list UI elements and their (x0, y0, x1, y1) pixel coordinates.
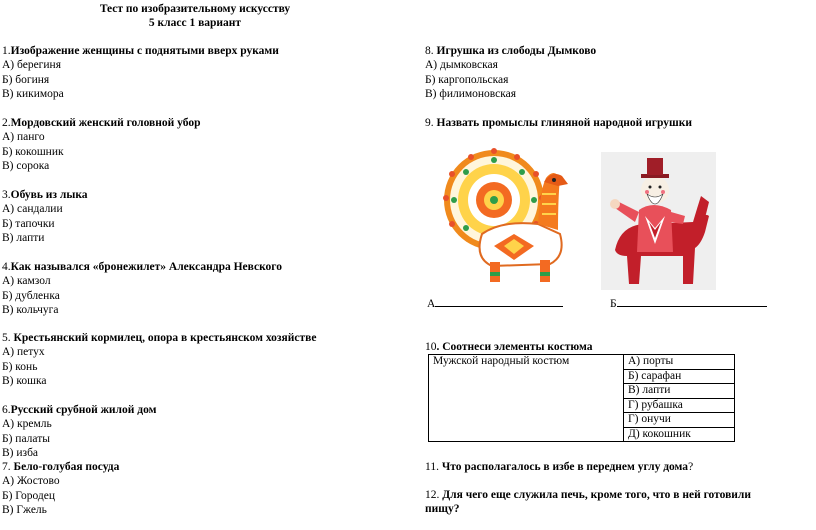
question-number: 5. (2, 332, 11, 344)
question-text: Русский срубной жилой дом (10, 404, 157, 416)
costume-option-cell: Д) кокошник (624, 427, 735, 442)
option: В) сорока (2, 160, 50, 173)
question-text: Крестьянский кормилец, опора в крестьянском хозяйстве (10, 332, 317, 344)
option: А) кремль (2, 418, 52, 431)
question-11 (425, 460, 693, 474)
blank-label: Б (610, 298, 617, 310)
costume-option-cell: Г) рубашка (624, 398, 735, 413)
page-title (75, 2, 315, 30)
question-text: Что располагалось в избе в переднем углу дома (438, 461, 689, 473)
question-1 (2, 44, 279, 102)
question-number: 12. (425, 489, 440, 501)
costume-option-cell: В) лапти (624, 384, 735, 399)
question-number: 9. (425, 117, 434, 129)
question-8 (425, 44, 596, 102)
question-text-line-2: пищу? (425, 503, 460, 516)
option: В) кольчуга (2, 304, 59, 317)
costume-option-cell: Г) онучи (624, 413, 735, 428)
costume-left-cell: Мужской народный костюм (429, 355, 624, 442)
answer-blank-b[interactable] (610, 296, 767, 310)
option: А) панго (2, 131, 45, 144)
question-suffix: ? (688, 461, 694, 473)
option: Б) дубленка (2, 289, 60, 302)
question-3 (2, 188, 88, 246)
option: А) дымковская (425, 59, 498, 72)
question-number: 8. (425, 45, 434, 57)
option: В) лапти (2, 232, 45, 245)
question-10 (425, 340, 593, 354)
question-text: Для чего еще служила печь, кроме того, что в ней готовили (439, 489, 751, 501)
option: В) кикимора (2, 88, 64, 101)
option: Б) Городец (2, 489, 55, 502)
question-text: Назвать промыслы глиняной народной игрушки (433, 117, 692, 129)
table-row (429, 355, 735, 370)
option: Б) богиня (2, 73, 50, 86)
question-text: Мордовский женский головной убор (10, 117, 201, 129)
question-number: 1. (2, 45, 11, 57)
question-number: 7. (2, 461, 11, 473)
question-number: 3. (2, 189, 11, 201)
question-2 (2, 116, 200, 174)
question-text: Игрушка из слободы Дымково (433, 45, 597, 57)
blank-line (435, 296, 563, 307)
blank-line (617, 296, 767, 307)
question-text: . Соотнеси элементы костюма (436, 341, 593, 353)
option: А) берегиня (2, 59, 61, 72)
answer-blank-a[interactable] (427, 296, 563, 310)
title-line-2: 5 класс 1 вариант (148, 17, 242, 29)
question-text: Обувь из лыка (10, 189, 88, 201)
question-number: 2. (2, 117, 11, 129)
question-5 (2, 331, 316, 389)
option: А) сандалии (2, 203, 63, 216)
costume-option-cell: Б) сарафан (624, 369, 735, 384)
question-7 (2, 460, 119, 518)
option: В) кошка (2, 375, 47, 388)
option: Б) конь (2, 360, 38, 373)
question-number: 6. (2, 404, 11, 416)
option: Б) каргопольская (425, 73, 509, 86)
blank-label: А (427, 298, 436, 310)
question-9 (425, 116, 692, 130)
question-number: 4. (2, 261, 11, 273)
question-6 (2, 403, 156, 461)
costume-option-cell: А) порты (624, 355, 735, 370)
question-text: Изображение женщины с поднятыми вверх руками (10, 45, 279, 57)
question-number: 11. (425, 461, 439, 473)
option: Б) тапочки (2, 217, 55, 230)
filimonovo-toy-image (442, 138, 577, 290)
option: Б) палаты (2, 432, 50, 445)
option: В) филимоновская (425, 88, 517, 101)
costume-matching-table (428, 354, 735, 442)
option: Б) кокошник (2, 145, 64, 158)
question-number: 10 (425, 341, 437, 353)
dymkovo-toy-image (601, 152, 716, 290)
option: В) изба (2, 447, 39, 460)
question-4 (2, 260, 282, 318)
option: А) камзол (2, 275, 51, 288)
question-12 (425, 488, 751, 517)
question-text: Бело-голубая посуда (10, 461, 120, 473)
option: А) петух (2, 346, 45, 359)
option: А) Жостово (2, 475, 60, 488)
option: В) Гжель (2, 504, 47, 517)
question-text: Как назывался «бронежилет» Александра Невского (10, 261, 282, 273)
title-line-1: Тест по изобразительному искусству (99, 3, 291, 15)
